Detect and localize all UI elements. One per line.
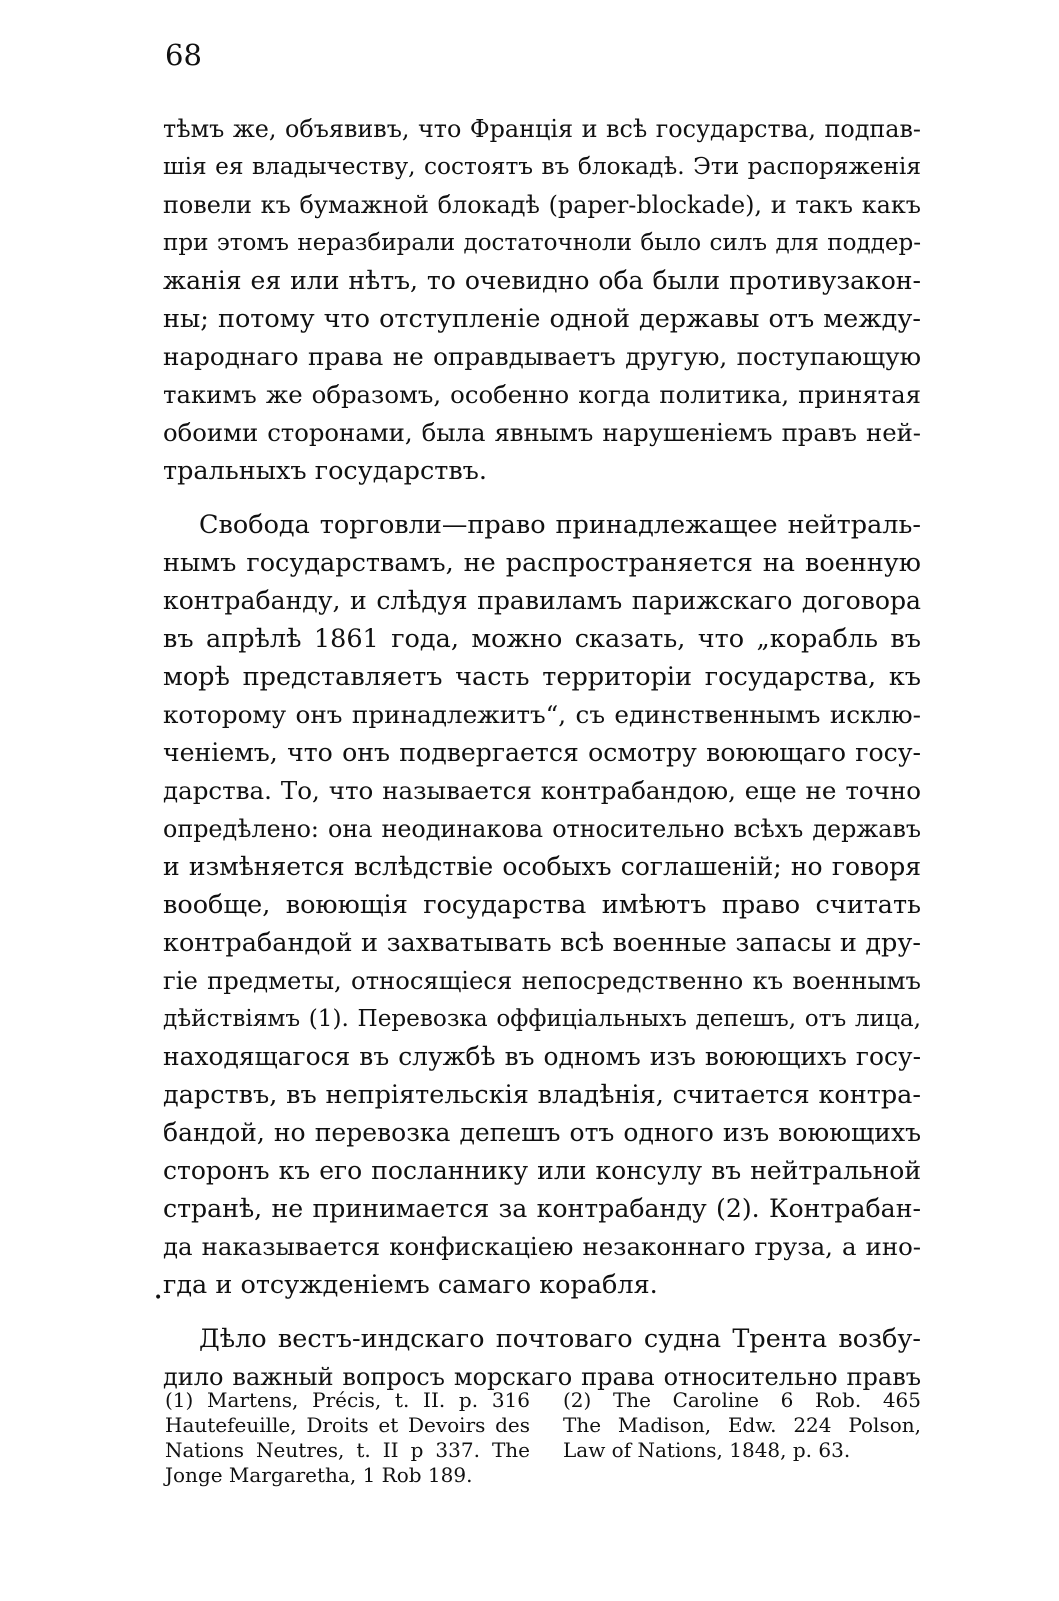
text-line: тральныхъ государствъ. <box>163 456 488 486</box>
text-line: дѣйствiямъ (1). Перевозка оффицiальныхъ депешъ, отъ лица, <box>163 1006 921 1032</box>
footnote-line: The Madison, Edw. 224 Polson, <box>563 1413 921 1437</box>
text-line: и измѣняется вслѣдствiе особыхъ соглашенiй; но говоря <box>163 852 921 881</box>
text-line: повели къ бумажной блокадѣ (paper-blockade), и такъ какъ <box>163 191 921 219</box>
footnote-line: Jonge Margaretha, 1 Rob 189. <box>165 1463 473 1487</box>
paragraph-2 <box>163 506 921 1304</box>
footnote-line: Nations Neutres, t. II p 337. The <box>165 1438 530 1462</box>
text-line: жанiя ея или нѣтъ, то очевидно оба были противузакон- <box>163 266 921 295</box>
text-line: нымъ государствамъ, не распространяется на военную <box>163 548 921 578</box>
text-line: обоими сторонами, была явнымъ нарушенiемъ правъ ней- <box>163 418 921 447</box>
footnote-1 <box>165 1388 530 1488</box>
footnote-line: Law of Nations, 1848, p. 63. <box>563 1438 851 1462</box>
text-line: бандой, но перевозка депешъ отъ одного изъ воюющихъ <box>163 1118 921 1147</box>
text-line: дило важный вопросъ морскаго права относительно правъ <box>163 1363 921 1391</box>
text-line: да наказывается конфискацiею незаконнаго груза, а ино- <box>163 1232 921 1261</box>
text-line: народнаго права не оправдываетъ другую, поступающую <box>163 342 921 371</box>
text-line: ны; потому что отступленiе одной державы отъ между- <box>163 304 921 334</box>
text-line: въ апрѣлѣ 1861 года, можно сказать, что „корабль въ <box>163 624 921 654</box>
text-line: дарства. То, что называется контрабандою, еще не точно <box>163 776 921 805</box>
footnote-line: Hautefeuille, Droits et Devoirs des <box>165 1413 530 1437</box>
text-line: Дѣло вестъ-индскаго почтоваго судна Трента возбу- <box>199 1324 921 1354</box>
paragraph-gap <box>163 490 921 506</box>
paragraph-1 <box>163 110 921 490</box>
text-line: морѣ представляетъ часть территорiи государства, къ <box>163 662 921 692</box>
text-line: Свобода торговли—право принадлежащее нейтраль- <box>199 510 921 540</box>
text-line: ченiемъ, что онъ подвергается осмотру воюющаго госу- <box>163 738 921 767</box>
footnote-line: (1) Martens, Précis, t. II. p. 316 <box>165 1388 530 1412</box>
text-line: находящагося въ службѣ въ одномъ изъ воюющихъ госу- <box>163 1042 921 1071</box>
text-line: при этомъ неразбирали достаточноли было силъ для поддер- <box>163 230 921 256</box>
body-text <box>163 110 921 1396</box>
margin-dot-mark: • <box>154 1290 163 1306</box>
text-line: такимъ же образомъ, особенно когда политика, принятая <box>163 380 921 409</box>
text-line: контрабанду, и слѣдуя правиламъ парижскаго договора <box>163 586 921 615</box>
text-line: опредѣлено: она неодинакова относительно всѣхъ державъ <box>163 815 921 843</box>
text-line: дарствъ, въ непрiятельскiя владѣнiя, считается контра- <box>163 1080 921 1110</box>
text-line: сторонъ къ его посланнику или консулу въ нейтральной <box>163 1156 921 1185</box>
text-line: странѣ, не принимается за контрабанду (2). Контрабан- <box>163 1194 921 1223</box>
text-line: вообще, воюющiя государства имѣютъ право считать <box>163 890 921 920</box>
text-line: тѣмъ же, объявивъ, что Францiя и всѣ государства, подпав- <box>163 115 921 143</box>
paragraph-gap <box>163 1304 921 1320</box>
text-line: шiя ея владычеству, состоятъ въ блокадѣ. Эти распоряженiя <box>163 153 921 180</box>
paragraph-3 <box>163 1320 921 1396</box>
page-number: 68 <box>165 38 202 72</box>
text-line: гда и отсужденiемъ самаго корабля. <box>163 1270 658 1300</box>
footnote-2 <box>563 1388 921 1463</box>
text-line: которому онъ принадлежитъ“, съ единственнымъ исклю- <box>163 700 921 729</box>
footnotes <box>165 1388 925 1488</box>
text-line: гiе предметы, относящiеся непосредственно къ военнымъ <box>163 966 921 995</box>
footnote-line: (2) The Caroline 6 Rob. 465 <box>563 1388 921 1412</box>
text-line: контрабандой и захватывать всѣ военные запасы и дру- <box>163 928 921 958</box>
